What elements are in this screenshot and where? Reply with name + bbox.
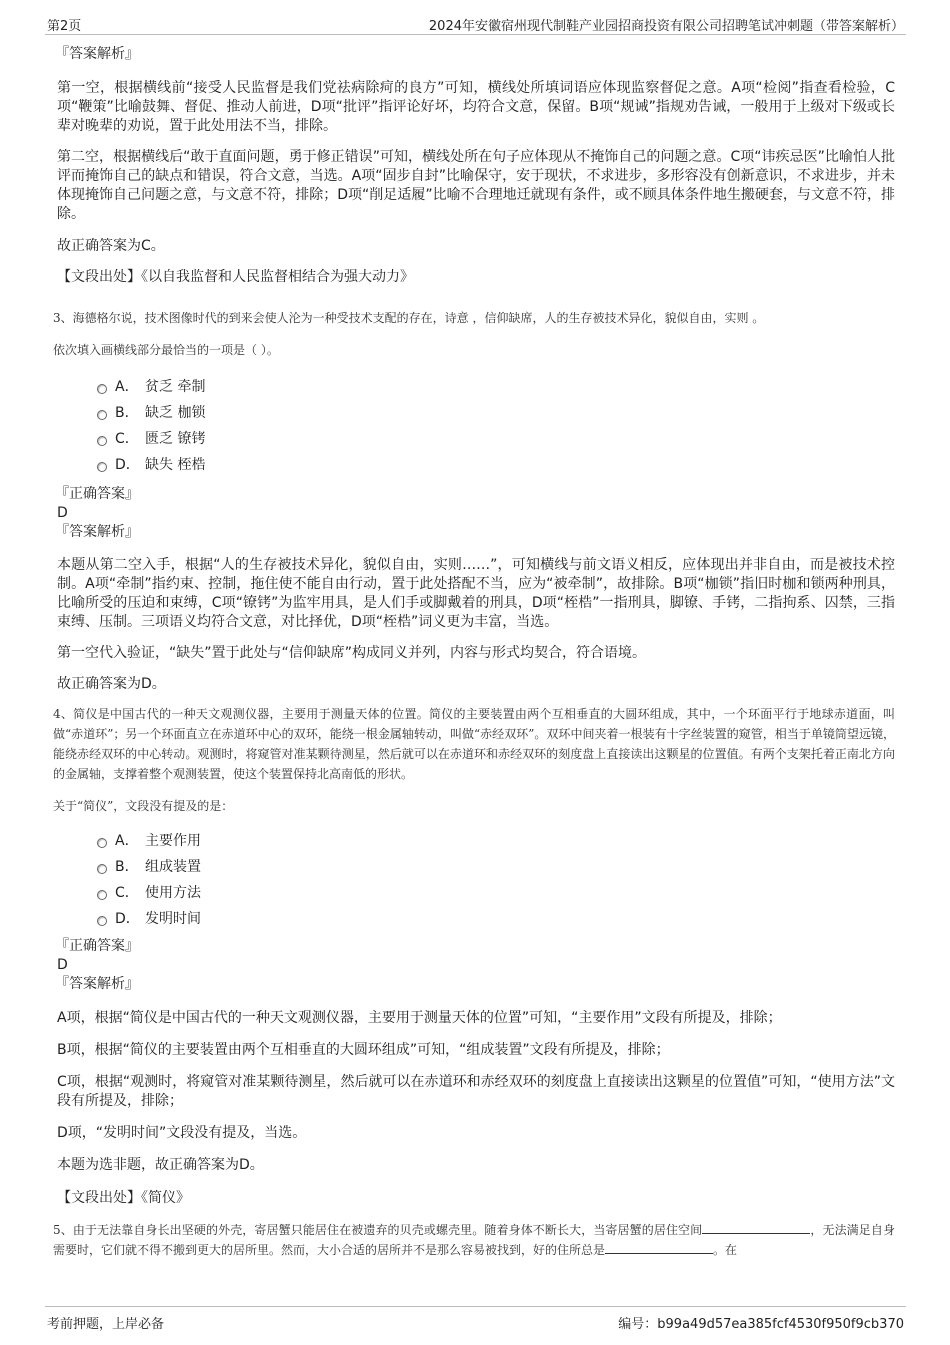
q3-conclusion: 故正确答案为D。 bbox=[57, 676, 166, 692]
radio-icon[interactable] bbox=[97, 838, 107, 848]
correct-answer-label: 『正确答案』 bbox=[55, 486, 139, 502]
q5-stem: 5、由于无法靠自身长出坚硬的外壳，寄居蟹只能居住在被遗弃的贝壳或螺壳里。随着身体不断长大，当寄居蟹的居住空间 ，无法满足自身需要时，它们就不得不搬到更大的居所里。然而，大小合适的居所并不是那么容易被找到，好的住所总是 。在 bbox=[53, 1223, 895, 1257]
radio-icon[interactable] bbox=[97, 436, 107, 446]
q2-conclusion: 故正确答案为C。 bbox=[57, 238, 165, 254]
q4-stem: 4、简仪是中国古代的一种天文观测仪器，主要用于测量天体的位置。简仪的主要装置由两个互相垂直的大圆环组成，其中，一个环面平行于地球赤道面，叫做“赤道环”；另一个环面直立在赤道环中心的双环，能绕一根金属轴转动，叫做“赤经双环”。双环中间夹着一根装有十字丝装置的窥管，相当于单镜筒望远镜，能绕赤经双环的中心转动。观测时，将窥管对准某颗待测星，然后就可以在赤道环和赤经双环的刻度盘上直接读出这颗星的位置值。有两个支架托着正南北方向的金属轴，支撑着整个观测装置，使这个装置保持北高南低的形状。 bbox=[53, 707, 895, 781]
radio-icon[interactable] bbox=[97, 384, 107, 394]
q4-prompt: 关于“简仪”，文段没有提及的是： bbox=[53, 799, 234, 813]
q4-analysis-d: D项，“发明时间”文段没有提及，当选。 bbox=[57, 1125, 307, 1141]
q4-option-a[interactable]: A． 主要作用 bbox=[57, 828, 895, 854]
analysis-label: 『答案解析』 bbox=[55, 46, 139, 62]
q4-source bbox=[57, 1188, 895, 1208]
q3-stem: 3、海德格尔说，技术图像时代的到来会使人沦为一种受技术支配的存在，诗意 ，信仰缺席，人的生存被技术异化，貌似自由，实则 。 bbox=[53, 311, 765, 325]
q4-option-c[interactable]: C． 使用方法 bbox=[57, 880, 895, 906]
q2-analysis-p2: 第二空，根据横线后“敢于直面问题，勇于修正错误”可知，横线处所在句子应体现从不掩饰自己的问题之意。C项“讳疾忌医”比喻怕人批评而掩饰自己的缺点和错误，符合文意，当选。A项“固步自封”比喻保守，安于现状，不求进步，多形容没有创新意识，不求进步，并未体现掩饰自己问题之意，与文意不符，排除；D项“削足适履”比喻不合理地迁就现有条件，或不顾具体条件地生搬硬套，与文意不符，排除。 bbox=[57, 149, 895, 222]
page-header bbox=[45, 12, 906, 35]
q4-analysis-b: B项，根据“简仪的主要装置由两个互相垂直的大圆环组成”可知，“组成装置”文段有所提及，排除； bbox=[57, 1042, 670, 1058]
radio-icon[interactable] bbox=[97, 462, 107, 472]
q3-option-a[interactable]: A． 贫乏 牵制 bbox=[57, 374, 895, 400]
q4-conclusion: 本题为选非题，故正确答案为D。 bbox=[57, 1157, 264, 1173]
footer-slogan: 考前押题，上岸必备 bbox=[47, 1317, 165, 1332]
radio-icon[interactable] bbox=[97, 890, 107, 900]
radio-icon[interactable] bbox=[97, 864, 107, 874]
q2-analysis-p1: 第一空，根据横线前“接受人民监督是我们党祛病除疴的良方”可知，横线处所填词语应体现监察督促之意。A项“检阅”指查看检验，C项“鞭策”比喻鼓舞、督促、推动人前进，D项“批评”指评论好坏，均符合文意，保留。B项“规诫”指规劝告诫，一般用于上级对下级或长辈对晚辈的劝说，置于此处用法不当，排除。 bbox=[57, 80, 895, 134]
source-title: 《简仪》 bbox=[141, 1190, 190, 1206]
fill-blank bbox=[605, 1241, 713, 1254]
q3-option-d[interactable]: D． 缺失 桎梏 bbox=[57, 452, 895, 478]
radio-icon[interactable] bbox=[97, 410, 107, 420]
q3-answer: D bbox=[57, 505, 68, 521]
source-title: 《以自我监督和人民监督相结合为强大动力》 bbox=[141, 269, 414, 285]
page-footer bbox=[45, 1306, 906, 1332]
source-label: 【文段出处】 bbox=[57, 269, 141, 285]
analysis-label: 『答案解析』 bbox=[55, 976, 139, 992]
q3-analysis-p2: 第一空代入验证，“缺失”置于此处与“信仰缺席”构成同义并列，内容与形式均契合，符合语境。 bbox=[57, 645, 647, 661]
q4-analysis-c: C项，根据“观测时，将窥管对准某颗待测星，然后就可以在赤道环和赤经双环的刻度盘上直接读出这颗星的位置值”可知，“使用方法”文段有所提及，排除； bbox=[57, 1074, 895, 1109]
q3-option-c[interactable]: C． 匮乏 镣铐 bbox=[57, 426, 895, 452]
q3-option-b[interactable]: B． 缺乏 枷锁 bbox=[57, 400, 895, 426]
page-content bbox=[53, 44, 895, 1260]
document-code: 编号：b99a49d57ea385fcf4530f950f9cb370 bbox=[618, 1317, 904, 1332]
q4-options bbox=[57, 828, 895, 932]
analysis-label: 『答案解析』 bbox=[55, 524, 139, 540]
q4-answer: D bbox=[57, 957, 68, 973]
q4-option-d[interactable]: D． 发明时间 bbox=[57, 906, 895, 932]
radio-icon[interactable] bbox=[97, 916, 107, 926]
page-number: 第2页 bbox=[47, 19, 82, 34]
document-title: 2024年安徽宿州现代制鞋产业园招商投资有限公司招聘笔试冲刺题（带答案解析） bbox=[428, 19, 904, 34]
q3-analysis-p1: 本题从第二空入手，根据“人的生存被技术异化，貌似自由，实则……”，可知横线与前文语义相反，应体现出并非自由，而是被技术控制。A项“牵制”指约束、控制，拖住使不能自由行动，置于此处搭配不当，应为“被牵制”，故排除。B项“枷锁”指旧时枷和锁两种刑具，比喻所受的压迫和束缚，C项“镣铐”为监牢用具，是人们手或脚戴着的刑具，D项“桎梏”一指刑具，脚镣、手铐，二指拘系、囚禁，三指束缚、压制。三项语义均符合文意，对比择优，D项“桎梏”词义更为丰富，当选。 bbox=[57, 557, 895, 630]
q4-option-b[interactable]: B． 组成装置 bbox=[57, 854, 895, 880]
q2-source bbox=[57, 267, 895, 287]
correct-answer-label: 『正确答案』 bbox=[55, 938, 139, 954]
q3-prompt: 依次填入画横线部分最恰当的一项是（ ）。 bbox=[53, 343, 279, 357]
q4-analysis-a: A项，根据“简仪是中国古代的一种天文观测仪器，主要用于测量天体的位置”可知，“主要作用”文段有所提及，排除； bbox=[57, 1010, 782, 1026]
fill-blank bbox=[702, 1221, 810, 1234]
source-label: 【文段出处】 bbox=[57, 1190, 141, 1206]
q3-options bbox=[57, 374, 895, 478]
